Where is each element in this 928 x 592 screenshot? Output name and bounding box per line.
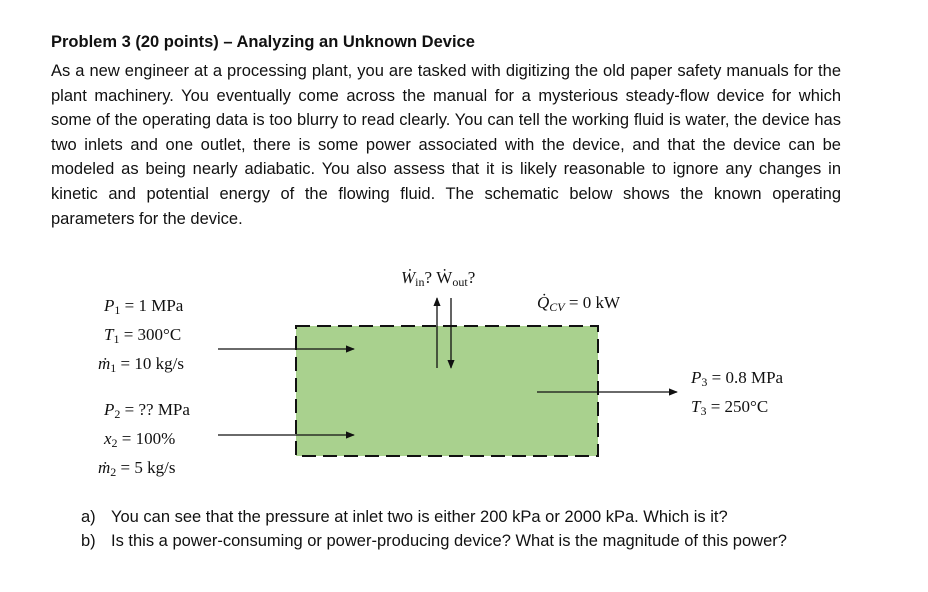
control-volume-box — [296, 326, 598, 456]
inlet-2-mass-flow: ṁ$_2$ = 5 kg/s — [98, 458, 176, 479]
inlet-1-pressure: $P_1 = 1$ MPa — [104, 296, 184, 317]
question-b-label: b) — [81, 532, 96, 550]
inlet-2-quality: $x_2 = 100\%$ — [104, 429, 176, 450]
question-b-text: Is this a power-consuming or power-producing device? What is the magnitude of this power? — [111, 532, 787, 550]
outlet-temperature: $T_3 = 250^\circ C$ — [691, 397, 769, 418]
heat-label: $Q̇_{CV} = 0$ kW — [537, 293, 621, 314]
work-label: Ẇ$_{in}$? Ẇ$_{out}$? — [401, 268, 476, 289]
inlet-2-pressure: $P_2$ = ?? MPa — [104, 400, 190, 421]
inlet-1-mass-flow: ṁ$_1$ = 10 kg/s — [98, 354, 184, 375]
problem-title: Problem 3 (20 points) – Analyzing an Unknown Device — [51, 33, 475, 51]
question-a-text: You can see that the pressure at inlet two is either 200 kPa or 2000 kPa. Which is it? — [111, 508, 728, 526]
inlet-1-temperature: $T_1 = 300^\circ C$ — [104, 325, 182, 346]
outlet-pressure: $P_3 = 0.8$ MPa — [691, 368, 784, 389]
problem-statement: As a new engineer at a processing plant, you are tasked with digitizing the old paper safety manuals for the plant machinery. You eventually come across the manual for a mysterious steady-flow device for which some of the operating data is too blurry to read clearly. You can tell the working fluid is water, the device has two inlets and one outlet, there is some power associated with the device, and that the device can be modeled as being nearly adiabatic. You also assess that it is likely reasonable to ignore any changes in kinetic and potential energy of the flowing fluid. The schematic below shows the known operating parameters for the device. — [51, 62, 841, 228]
question-b — [81, 529, 861, 577]
question-a — [81, 505, 861, 529]
question-a-label: a) — [81, 508, 96, 526]
